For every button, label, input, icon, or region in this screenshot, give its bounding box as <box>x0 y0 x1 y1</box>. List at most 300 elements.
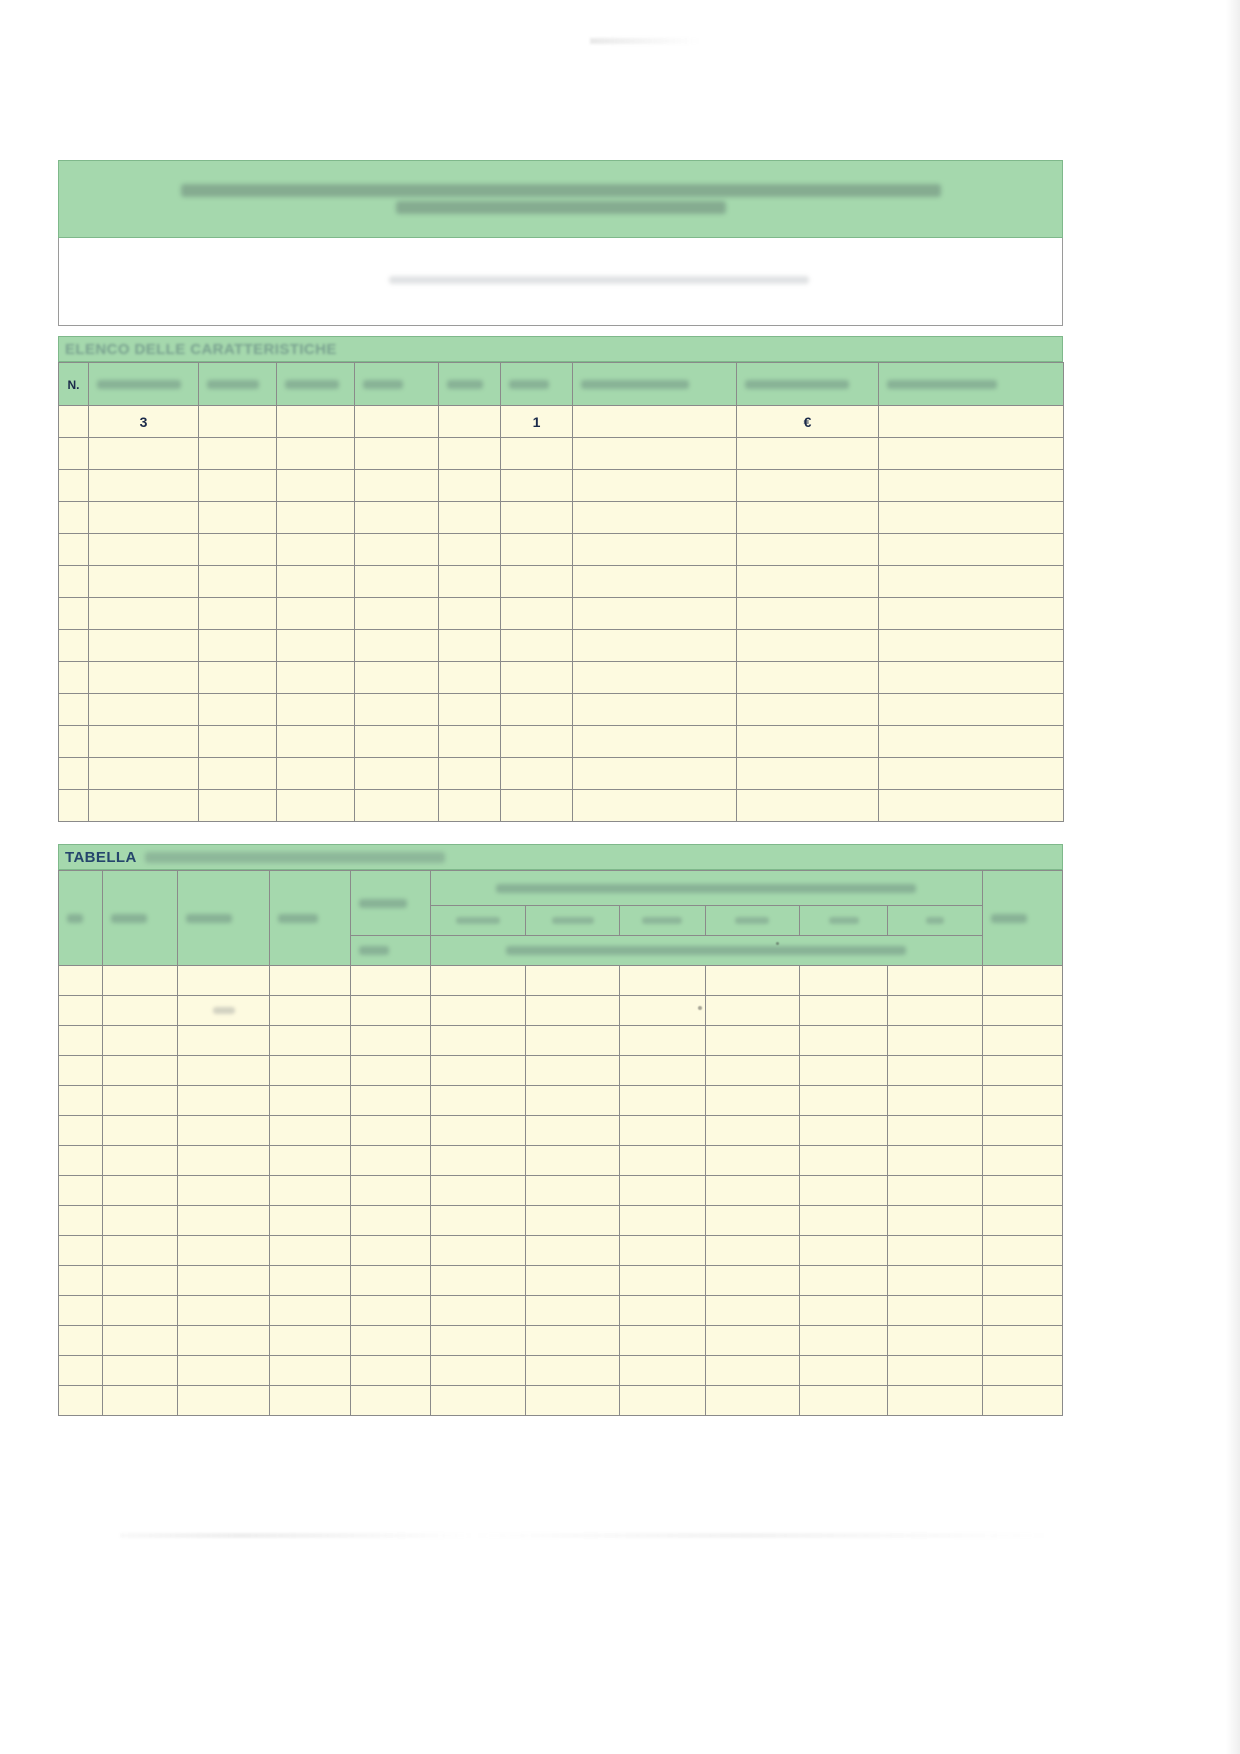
t2-cell-r13c8[interactable] <box>620 1326 705 1356</box>
t2-cell-r14c12[interactable] <box>982 1356 1062 1386</box>
cell-r6c1[interactable] <box>59 566 89 598</box>
t2-cell-r2c8[interactable] <box>620 996 705 1026</box>
cell-r9c7[interactable] <box>501 662 573 694</box>
cell-r3c8[interactable] <box>573 470 737 502</box>
t2-cell-r6c7[interactable] <box>525 1116 620 1146</box>
cell-r13c8[interactable] <box>573 790 737 822</box>
cell-r10c5[interactable] <box>355 694 439 726</box>
table-row[interactable] <box>59 502 1064 534</box>
t2-cell-r9c10[interactable] <box>800 1206 888 1236</box>
t2-cell-r10c4[interactable] <box>270 1236 350 1266</box>
t2-cell-r9c6[interactable] <box>430 1206 525 1236</box>
t2-cell-r15c11[interactable] <box>887 1386 982 1416</box>
cell-r9c4[interactable] <box>277 662 355 694</box>
cell-r12c6[interactable] <box>439 758 501 790</box>
cell-r12c2[interactable] <box>89 758 199 790</box>
cell-r10c4[interactable] <box>277 694 355 726</box>
cell-r13c7[interactable] <box>501 790 573 822</box>
t2-cell-r11c1[interactable] <box>59 1266 103 1296</box>
t2-cell-r7c8[interactable] <box>620 1146 705 1176</box>
t2-cell-r1c4[interactable] <box>270 966 350 996</box>
t2-cell-r13c11[interactable] <box>887 1326 982 1356</box>
cell-r6c8[interactable] <box>573 566 737 598</box>
t2-cell-r2c5[interactable] <box>350 996 430 1026</box>
cell-r13c4[interactable] <box>277 790 355 822</box>
t2-cell-r11c8[interactable] <box>620 1266 705 1296</box>
t2-cell-r1c3[interactable] <box>178 966 270 996</box>
t2-cell-r8c5[interactable] <box>350 1176 430 1206</box>
t2-cell-r2c4[interactable] <box>270 996 350 1026</box>
t2-cell-r6c9[interactable] <box>705 1116 800 1146</box>
t2-cell-r3c8[interactable] <box>620 1026 705 1056</box>
t2-cell-r13c6[interactable] <box>430 1326 525 1356</box>
table-row[interactable] <box>59 1326 1063 1356</box>
cell-r6c9[interactable] <box>737 566 879 598</box>
cell-r8c8[interactable] <box>573 630 737 662</box>
t2-cell-r7c9[interactable] <box>705 1146 800 1176</box>
t2-cell-r12c7[interactable] <box>525 1296 620 1326</box>
cell-r3c1[interactable] <box>59 470 89 502</box>
cell-r9c1[interactable] <box>59 662 89 694</box>
t2-cell-r11c11[interactable] <box>887 1266 982 1296</box>
t2-cell-r10c9[interactable] <box>705 1236 800 1266</box>
cell-r9c5[interactable] <box>355 662 439 694</box>
t2-cell-r8c4[interactable] <box>270 1176 350 1206</box>
t2-cell-r6c2[interactable] <box>102 1116 177 1146</box>
cell-r13c2[interactable] <box>89 790 199 822</box>
cell-r11c1[interactable] <box>59 726 89 758</box>
t2-cell-r7c12[interactable] <box>982 1146 1062 1176</box>
cell-r7c9[interactable] <box>737 598 879 630</box>
cell-r8c4[interactable] <box>277 630 355 662</box>
cell-r12c10[interactable] <box>879 758 1064 790</box>
cell-r5c8[interactable] <box>573 534 737 566</box>
t2-cell-r6c8[interactable] <box>620 1116 705 1146</box>
t2-cell-r13c7[interactable] <box>525 1326 620 1356</box>
table-row[interactable] <box>59 1116 1063 1146</box>
cell-r9c10[interactable] <box>879 662 1064 694</box>
t2-cell-r8c2[interactable] <box>102 1176 177 1206</box>
cell-r9c6[interactable] <box>439 662 501 694</box>
t2-cell-r2c3[interactable] <box>178 996 270 1026</box>
cell-r2c10[interactable] <box>879 438 1064 470</box>
table-row[interactable] <box>59 630 1064 662</box>
t2-cell-r14c5[interactable] <box>350 1356 430 1386</box>
cell-r7c4[interactable] <box>277 598 355 630</box>
t2-cell-r3c1[interactable] <box>59 1026 103 1056</box>
cell-r12c1[interactable] <box>59 758 89 790</box>
cell-r13c1[interactable] <box>59 790 89 822</box>
t2-cell-r10c5[interactable] <box>350 1236 430 1266</box>
cell-r2c4[interactable] <box>277 438 355 470</box>
t2-cell-r12c3[interactable] <box>178 1296 270 1326</box>
t2-cell-r10c2[interactable] <box>102 1236 177 1266</box>
cell-r11c7[interactable] <box>501 726 573 758</box>
t2-cell-r12c11[interactable] <box>887 1296 982 1326</box>
cell-r5c3[interactable] <box>199 534 277 566</box>
t2-cell-r15c10[interactable] <box>800 1386 888 1416</box>
cell-r13c10[interactable] <box>879 790 1064 822</box>
t2-cell-r15c6[interactable] <box>430 1386 525 1416</box>
t2-cell-r14c2[interactable] <box>102 1356 177 1386</box>
cell-r6c4[interactable] <box>277 566 355 598</box>
t2-cell-r1c10[interactable] <box>800 966 888 996</box>
table-row[interactable] <box>59 406 1064 438</box>
cell-r8c6[interactable] <box>439 630 501 662</box>
cell-r1c3[interactable] <box>199 406 277 438</box>
cell-r5c7[interactable] <box>501 534 573 566</box>
cell-r9c3[interactable] <box>199 662 277 694</box>
t2-cell-r2c9[interactable] <box>705 996 800 1026</box>
t2-cell-r12c4[interactable] <box>270 1296 350 1326</box>
t2-cell-r15c3[interactable] <box>178 1386 270 1416</box>
cell-r1c2[interactable]: 3 <box>89 406 199 438</box>
t2-cell-r5c6[interactable] <box>430 1086 525 1116</box>
t2-cell-r4c5[interactable] <box>350 1056 430 1086</box>
t2-cell-r5c7[interactable] <box>525 1086 620 1116</box>
t2-cell-r14c11[interactable] <box>887 1356 982 1386</box>
cell-r9c9[interactable] <box>737 662 879 694</box>
t2-cell-r8c8[interactable] <box>620 1176 705 1206</box>
t2-cell-r12c1[interactable] <box>59 1296 103 1326</box>
cell-r12c8[interactable] <box>573 758 737 790</box>
cell-r3c10[interactable] <box>879 470 1064 502</box>
table-row[interactable] <box>59 790 1064 822</box>
t2-cell-r3c10[interactable] <box>800 1026 888 1056</box>
cell-r8c2[interactable] <box>89 630 199 662</box>
cell-r2c7[interactable] <box>501 438 573 470</box>
t2-cell-r15c4[interactable] <box>270 1386 350 1416</box>
t2-cell-r4c10[interactable] <box>800 1056 888 1086</box>
cell-r1c1[interactable] <box>59 406 89 438</box>
cell-r10c8[interactable] <box>573 694 737 726</box>
cell-r11c5[interactable] <box>355 726 439 758</box>
t2-cell-r10c1[interactable] <box>59 1236 103 1266</box>
t2-cell-r12c2[interactable] <box>102 1296 177 1326</box>
cell-r4c1[interactable] <box>59 502 89 534</box>
t2-cell-r3c2[interactable] <box>102 1026 177 1056</box>
t2-cell-r12c12[interactable] <box>982 1296 1062 1326</box>
t2-cell-r8c1[interactable] <box>59 1176 103 1206</box>
t2-cell-r4c11[interactable] <box>887 1056 982 1086</box>
table-row[interactable] <box>59 598 1064 630</box>
t2-cell-r4c4[interactable] <box>270 1056 350 1086</box>
cell-r8c3[interactable] <box>199 630 277 662</box>
t2-cell-r3c7[interactable] <box>525 1026 620 1056</box>
t2-cell-r7c6[interactable] <box>430 1146 525 1176</box>
cell-r13c3[interactable] <box>199 790 277 822</box>
cell-r1c4[interactable] <box>277 406 355 438</box>
t2-cell-r5c1[interactable] <box>59 1086 103 1116</box>
cell-r12c3[interactable] <box>199 758 277 790</box>
cell-r5c9[interactable] <box>737 534 879 566</box>
t2-cell-r7c3[interactable] <box>178 1146 270 1176</box>
t2-cell-r9c1[interactable] <box>59 1206 103 1236</box>
cell-r11c9[interactable] <box>737 726 879 758</box>
cell-r10c2[interactable] <box>89 694 199 726</box>
cell-r9c8[interactable] <box>573 662 737 694</box>
cell-r1c9[interactable]: € <box>737 406 879 438</box>
table-row[interactable] <box>59 1386 1063 1416</box>
cell-r8c10[interactable] <box>879 630 1064 662</box>
t2-cell-r2c1[interactable] <box>59 996 103 1026</box>
cell-r12c9[interactable] <box>737 758 879 790</box>
t2-cell-r1c11[interactable] <box>887 966 982 996</box>
t2-cell-r7c1[interactable] <box>59 1146 103 1176</box>
t2-cell-r3c12[interactable] <box>982 1026 1062 1056</box>
t2-cell-r7c10[interactable] <box>800 1146 888 1176</box>
t2-cell-r2c10[interactable] <box>800 996 888 1026</box>
cell-r10c9[interactable] <box>737 694 879 726</box>
cell-r4c2[interactable] <box>89 502 199 534</box>
t2-cell-r6c10[interactable] <box>800 1116 888 1146</box>
t2-cell-r15c2[interactable] <box>102 1386 177 1416</box>
cell-r7c6[interactable] <box>439 598 501 630</box>
table-row[interactable] <box>59 996 1063 1026</box>
t2-cell-r14c8[interactable] <box>620 1356 705 1386</box>
t2-cell-r14c9[interactable] <box>705 1356 800 1386</box>
cell-r11c10[interactable] <box>879 726 1064 758</box>
cell-r5c1[interactable] <box>59 534 89 566</box>
t2-cell-r5c2[interactable] <box>102 1086 177 1116</box>
t2-cell-r2c6[interactable] <box>430 996 525 1026</box>
cell-r4c4[interactable] <box>277 502 355 534</box>
cell-r5c6[interactable] <box>439 534 501 566</box>
t2-cell-r5c8[interactable] <box>620 1086 705 1116</box>
t2-cell-r15c8[interactable] <box>620 1386 705 1416</box>
cell-r7c3[interactable] <box>199 598 277 630</box>
t2-cell-r9c12[interactable] <box>982 1206 1062 1236</box>
t2-cell-r13c10[interactable] <box>800 1326 888 1356</box>
cell-r1c7[interactable]: 1 <box>501 406 573 438</box>
table-row[interactable] <box>59 1026 1063 1056</box>
cell-r1c8[interactable] <box>573 406 737 438</box>
table-row[interactable] <box>59 1146 1063 1176</box>
t2-cell-r10c7[interactable] <box>525 1236 620 1266</box>
cell-r11c4[interactable] <box>277 726 355 758</box>
cell-r10c6[interactable] <box>439 694 501 726</box>
t2-cell-r8c7[interactable] <box>525 1176 620 1206</box>
cell-r6c2[interactable] <box>89 566 199 598</box>
cell-r4c10[interactable] <box>879 502 1064 534</box>
cell-r6c3[interactable] <box>199 566 277 598</box>
cell-r3c7[interactable] <box>501 470 573 502</box>
t2-cell-r13c5[interactable] <box>350 1326 430 1356</box>
t2-cell-r6c3[interactable] <box>178 1116 270 1146</box>
table-row[interactable] <box>59 470 1064 502</box>
t2-cell-r4c9[interactable] <box>705 1056 800 1086</box>
t2-cell-r6c5[interactable] <box>350 1116 430 1146</box>
table-row[interactable] <box>59 1236 1063 1266</box>
cell-r1c5[interactable] <box>355 406 439 438</box>
t2-cell-r5c10[interactable] <box>800 1086 888 1116</box>
t2-cell-r11c2[interactable] <box>102 1266 177 1296</box>
cell-r13c5[interactable] <box>355 790 439 822</box>
t2-cell-r10c10[interactable] <box>800 1236 888 1266</box>
t2-cell-r4c6[interactable] <box>430 1056 525 1086</box>
t2-cell-r8c9[interactable] <box>705 1176 800 1206</box>
t2-cell-r12c5[interactable] <box>350 1296 430 1326</box>
t2-cell-r6c4[interactable] <box>270 1116 350 1146</box>
t2-cell-r9c2[interactable] <box>102 1206 177 1236</box>
cell-r2c3[interactable] <box>199 438 277 470</box>
t2-cell-r15c7[interactable] <box>525 1386 620 1416</box>
cell-r3c2[interactable] <box>89 470 199 502</box>
cell-r8c7[interactable] <box>501 630 573 662</box>
t2-cell-r5c9[interactable] <box>705 1086 800 1116</box>
t2-cell-r4c8[interactable] <box>620 1056 705 1086</box>
t2-cell-r5c4[interactable] <box>270 1086 350 1116</box>
cell-r7c5[interactable] <box>355 598 439 630</box>
t2-cell-r14c1[interactable] <box>59 1356 103 1386</box>
table-row[interactable] <box>59 438 1064 470</box>
table-row[interactable] <box>59 534 1064 566</box>
t2-cell-r8c3[interactable] <box>178 1176 270 1206</box>
table-row[interactable] <box>59 1176 1063 1206</box>
t2-cell-r11c10[interactable] <box>800 1266 888 1296</box>
table-row[interactable] <box>59 1086 1063 1116</box>
t2-cell-r6c6[interactable] <box>430 1116 525 1146</box>
t2-cell-r4c1[interactable] <box>59 1056 103 1086</box>
t2-cell-r3c11[interactable] <box>887 1026 982 1056</box>
cell-r2c9[interactable] <box>737 438 879 470</box>
t2-cell-r2c12[interactable] <box>982 996 1062 1026</box>
t2-cell-r11c5[interactable] <box>350 1266 430 1296</box>
cell-r6c10[interactable] <box>879 566 1064 598</box>
cell-r7c1[interactable] <box>59 598 89 630</box>
cell-r1c6[interactable] <box>439 406 501 438</box>
t2-cell-r11c3[interactable] <box>178 1266 270 1296</box>
cell-r3c5[interactable] <box>355 470 439 502</box>
t2-cell-r3c6[interactable] <box>430 1026 525 1056</box>
cell-r2c8[interactable] <box>573 438 737 470</box>
cell-r4c8[interactable] <box>573 502 737 534</box>
t2-cell-r8c12[interactable] <box>982 1176 1062 1206</box>
t2-cell-r14c4[interactable] <box>270 1356 350 1386</box>
t2-cell-r7c2[interactable] <box>102 1146 177 1176</box>
cell-r8c5[interactable] <box>355 630 439 662</box>
table-row[interactable] <box>59 1206 1063 1236</box>
t2-cell-r9c9[interactable] <box>705 1206 800 1236</box>
cell-r13c6[interactable] <box>439 790 501 822</box>
t2-cell-r15c9[interactable] <box>705 1386 800 1416</box>
cell-r10c7[interactable] <box>501 694 573 726</box>
t2-cell-r11c12[interactable] <box>982 1266 1062 1296</box>
t2-cell-r7c7[interactable] <box>525 1146 620 1176</box>
cell-r4c6[interactable] <box>439 502 501 534</box>
t2-cell-r3c5[interactable] <box>350 1026 430 1056</box>
cell-r5c4[interactable] <box>277 534 355 566</box>
t2-cell-r1c1[interactable] <box>59 966 103 996</box>
t2-cell-r5c3[interactable] <box>178 1086 270 1116</box>
t2-cell-r10c3[interactable] <box>178 1236 270 1266</box>
cell-r7c8[interactable] <box>573 598 737 630</box>
t2-cell-r7c4[interactable] <box>270 1146 350 1176</box>
cell-r8c1[interactable] <box>59 630 89 662</box>
cell-r10c3[interactable] <box>199 694 277 726</box>
t2-cell-r13c1[interactable] <box>59 1326 103 1356</box>
t2-cell-r5c12[interactable] <box>982 1086 1062 1116</box>
cell-r4c7[interactable] <box>501 502 573 534</box>
cell-r2c5[interactable] <box>355 438 439 470</box>
cell-r2c6[interactable] <box>439 438 501 470</box>
cell-r10c10[interactable] <box>879 694 1064 726</box>
cell-r5c2[interactable] <box>89 534 199 566</box>
t2-cell-r14c10[interactable] <box>800 1356 888 1386</box>
cell-r3c4[interactable] <box>277 470 355 502</box>
t2-cell-r1c7[interactable] <box>525 966 620 996</box>
t2-cell-r8c10[interactable] <box>800 1176 888 1206</box>
t2-cell-r6c11[interactable] <box>887 1116 982 1146</box>
t2-cell-r11c4[interactable] <box>270 1266 350 1296</box>
t2-cell-r7c11[interactable] <box>887 1146 982 1176</box>
cell-r5c10[interactable] <box>879 534 1064 566</box>
t2-cell-r14c7[interactable] <box>525 1356 620 1386</box>
t2-cell-r1c2[interactable] <box>102 966 177 996</box>
cell-r11c3[interactable] <box>199 726 277 758</box>
table-row[interactable] <box>59 694 1064 726</box>
t2-cell-r1c12[interactable] <box>982 966 1062 996</box>
cell-r3c3[interactable] <box>199 470 277 502</box>
t2-cell-r11c7[interactable] <box>525 1266 620 1296</box>
t2-cell-r5c5[interactable] <box>350 1086 430 1116</box>
table-row[interactable] <box>59 1056 1063 1086</box>
t2-cell-r9c4[interactable] <box>270 1206 350 1236</box>
t2-cell-r9c7[interactable] <box>525 1206 620 1236</box>
cell-r2c2[interactable] <box>89 438 199 470</box>
cell-r2c1[interactable] <box>59 438 89 470</box>
cell-r7c10[interactable] <box>879 598 1064 630</box>
cell-r12c4[interactable] <box>277 758 355 790</box>
t2-cell-r10c8[interactable] <box>620 1236 705 1266</box>
t2-cell-r12c9[interactable] <box>705 1296 800 1326</box>
t2-cell-r3c3[interactable] <box>178 1026 270 1056</box>
t2-cell-r6c12[interactable] <box>982 1116 1062 1146</box>
t2-cell-r14c6[interactable] <box>430 1356 525 1386</box>
t2-cell-r1c9[interactable] <box>705 966 800 996</box>
cell-r9c2[interactable] <box>89 662 199 694</box>
cell-r10c1[interactable] <box>59 694 89 726</box>
cell-r7c2[interactable] <box>89 598 199 630</box>
t2-cell-r2c11[interactable] <box>887 996 982 1026</box>
table-row[interactable] <box>59 566 1064 598</box>
t2-cell-r9c5[interactable] <box>350 1206 430 1236</box>
cell-r11c6[interactable] <box>439 726 501 758</box>
t2-cell-r12c8[interactable] <box>620 1296 705 1326</box>
t2-cell-r6c1[interactable] <box>59 1116 103 1146</box>
t2-cell-r2c2[interactable] <box>102 996 177 1026</box>
cell-r6c7[interactable] <box>501 566 573 598</box>
table-row[interactable] <box>59 1296 1063 1326</box>
t2-cell-r3c4[interactable] <box>270 1026 350 1056</box>
t2-cell-r9c3[interactable] <box>178 1206 270 1236</box>
t2-cell-r1c5[interactable] <box>350 966 430 996</box>
t2-cell-r11c9[interactable] <box>705 1266 800 1296</box>
cell-r11c8[interactable] <box>573 726 737 758</box>
t2-cell-r13c9[interactable] <box>705 1326 800 1356</box>
t2-cell-r15c5[interactable] <box>350 1386 430 1416</box>
cell-r13c9[interactable] <box>737 790 879 822</box>
cell-r11c2[interactable] <box>89 726 199 758</box>
cell-r3c6[interactable] <box>439 470 501 502</box>
t2-cell-r1c6[interactable] <box>430 966 525 996</box>
cell-r1c10[interactable] <box>879 406 1064 438</box>
t2-cell-r2c7[interactable] <box>525 996 620 1026</box>
t2-cell-r10c11[interactable] <box>887 1236 982 1266</box>
t2-cell-r9c8[interactable] <box>620 1206 705 1236</box>
t2-cell-r15c1[interactable] <box>59 1386 103 1416</box>
cell-r4c3[interactable] <box>199 502 277 534</box>
